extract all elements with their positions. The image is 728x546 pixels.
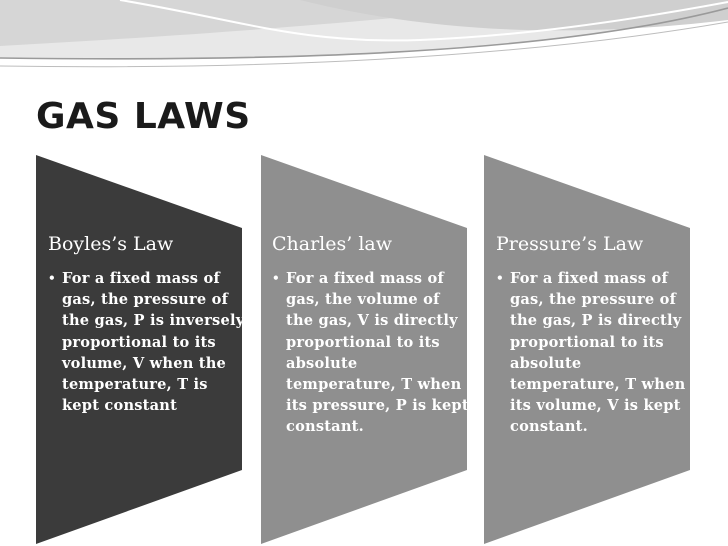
bullet-icon: • <box>272 271 280 285</box>
bullet-icon: • <box>496 271 504 285</box>
panel-boyles-law <box>48 230 248 416</box>
panel-charles-law <box>272 230 472 438</box>
slide-title: GAS LAWS <box>36 96 251 137</box>
list-item <box>272 268 472 438</box>
item-text: For a fixed mass of gas, the pressure of the gas, P is directly proportional to its absolute temperature, T when its volume, V is kept constant. <box>510 270 686 436</box>
bullet-icon: • <box>48 271 56 285</box>
panel-heading: Boyles’s Law <box>48 233 174 255</box>
item-text: For a fixed mass of gas, the pressure of the gas, P is inversely proportional to its volume, V when the temperature, T is kept constant <box>62 270 245 415</box>
list-item <box>48 268 248 416</box>
panel-pressures-law <box>496 230 696 438</box>
panel-bullet-list <box>496 268 696 438</box>
panel-bullet-list <box>272 268 472 438</box>
panel-bullet-list <box>48 268 248 416</box>
panel-heading: Charles’ law <box>272 233 393 255</box>
panel-heading: Pressure’s Law <box>496 233 644 255</box>
list-item <box>496 268 696 438</box>
item-text: For a fixed mass of gas, the volume of the gas, V is directly proportional to its absolute temperature, T when its pressure, P is kept constant. <box>286 270 469 436</box>
